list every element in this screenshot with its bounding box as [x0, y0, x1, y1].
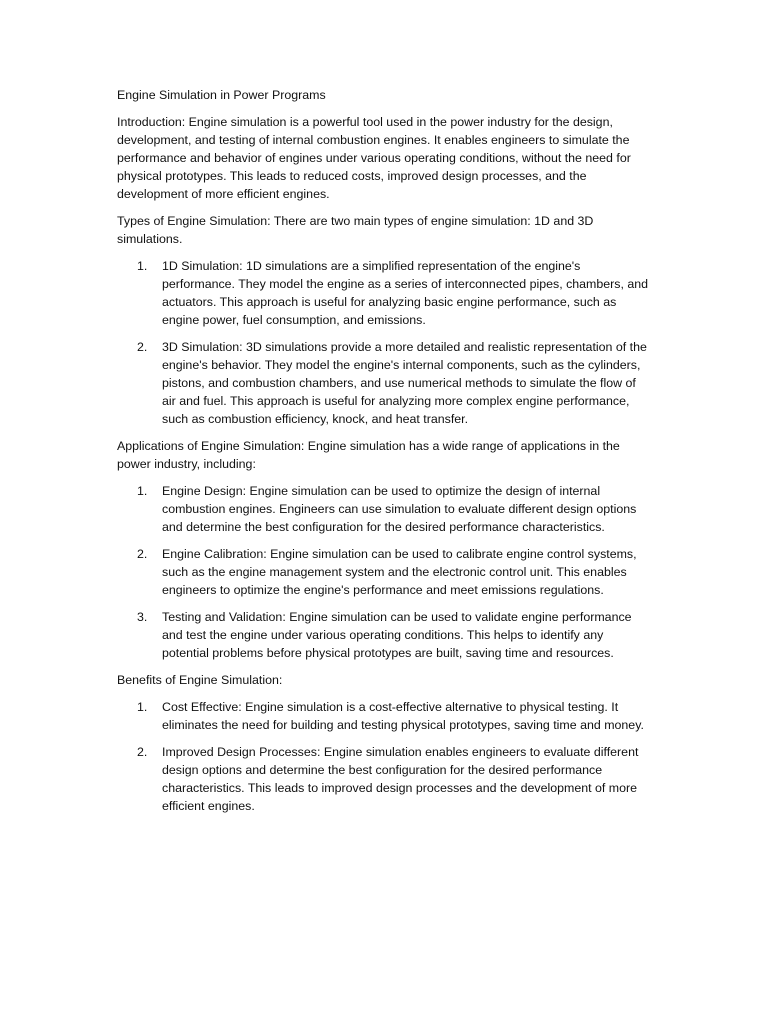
list-number: 1. [137, 700, 148, 714]
benefits-intro-paragraph: Benefits of Engine Simulation: [117, 673, 283, 687]
applications-list [117, 482, 653, 662]
list-item-text: 3D Simulation: 3D simulations provide a more detailed and realistic representation of the engine's behavior. They model the engine's internal components, such as the cylinders, pistons, and combustion chambers, and use numerical methods to simulate the flow of air and fuel. This approach is useful for analyzing more complex engine performance, such as combustion efficiency, knock, and heat transfer. [162, 340, 647, 426]
list-item-text: Engine Design: Engine simulation can be used to optimize the design of internal combustion engines. Engineers can use simulation to evaluate different design options and determine the best configuration for the desired performance characteristics. [162, 484, 637, 534]
applications-intro-paragraph: Applications of Engine Simulation: Engine simulation has a wide range of applications in the power industry, including: [117, 439, 620, 471]
list-number: 2. [137, 547, 148, 561]
list-item-text: 1D Simulation: 1D simulations are a simplified representation of the engine's performance. They model the engine as a series of interconnected pipes, chambers, and actuators. This approach is useful for analyzing basic engine performance, such as engine power, fuel consumption, and emissions. [162, 259, 649, 327]
list-item-text: Testing and Validation: Engine simulation can be used to validate engine performance and test the engine under various operating conditions. This helps to identify any potential problems before physical prototypes are built, saving time and resources. [162, 610, 632, 660]
list-number: 2. [137, 340, 148, 354]
list-item [117, 698, 653, 734]
list-number: 2. [137, 745, 148, 759]
document-title: Engine Simulation in Power Programs [117, 88, 326, 102]
list-item-text: Improved Design Processes: Engine simulation enables engineers to evaluate different design options and determine the best configuration for the desired performance characteristics. This leads to improved design processes and the development of more efficient engines. [162, 745, 639, 813]
intro-paragraph: Introduction: Engine simulation is a powerful tool used in the power industry for the design, development, and testing of internal combustion engines. It enables engineers to simulate the performance and behavior of engines under various operating conditions, without the need for physical prototypes. This leads to reduced costs, improved design processes, and the development of more efficient engines. [117, 115, 631, 201]
list-number: 1. [137, 484, 148, 498]
list-item-text: Engine Calibration: Engine simulation can be used to calibrate engine control systems, such as the engine management system and the electronic control unit. This enables engineers to optimize the engine's performance and meet emissions regulations. [162, 547, 637, 597]
list-item [117, 608, 653, 662]
list-item [117, 482, 653, 536]
benefits-list [117, 698, 653, 815]
list-item [117, 743, 653, 815]
list-item-text: Cost Effective: Engine simulation is a cost-effective alternative to physical testing. It eliminates the need for building and testing physical prototypes, saving time and money. [162, 700, 644, 732]
types-list [117, 257, 653, 428]
types-intro-paragraph: Types of Engine Simulation: There are two main types of engine simulation: 1D and 3D simulations. [117, 214, 594, 246]
list-item [117, 338, 653, 428]
list-number: 3. [137, 610, 148, 624]
list-item [117, 257, 653, 329]
list-number: 1. [137, 259, 148, 273]
list-item [117, 545, 653, 599]
document-page [117, 86, 653, 824]
